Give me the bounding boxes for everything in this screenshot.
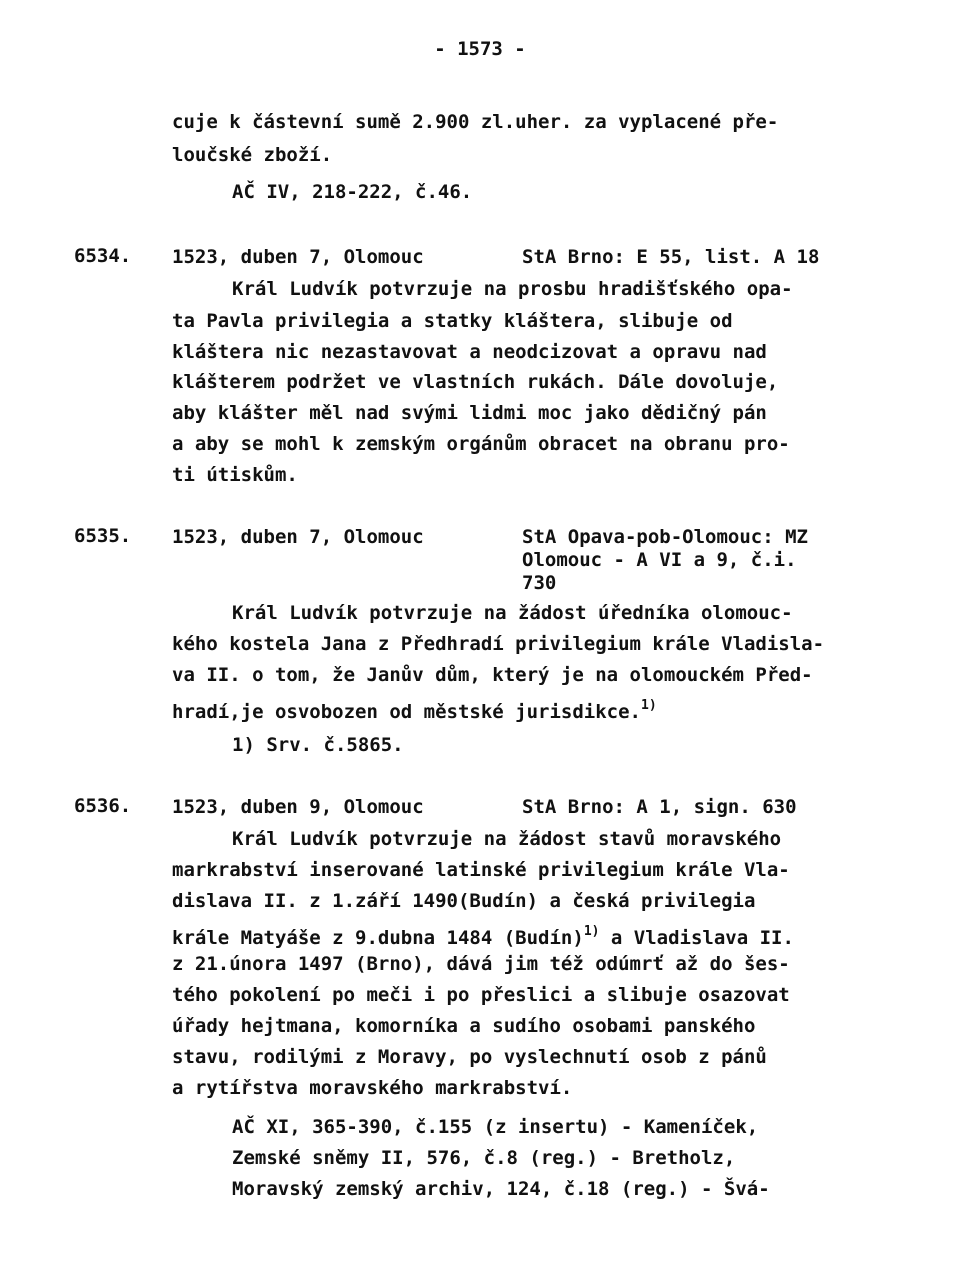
entry-6534-line-6: a aby se mohl k zemským orgánům obracet na obranu pro- (172, 433, 790, 455)
entry-6536-reference-2: Zemské sněmy II, 576, č.8 (reg.) - Bretholz, (232, 1147, 736, 1169)
entry-6535-line-4 (172, 694, 657, 724)
page-number: - 1573 - (434, 38, 526, 60)
entry-6536-line-5: z 21.února 1497 (Brno), dává jim též odúmrť až do šes- (172, 953, 790, 975)
entry-6536-source: StA Brno: A 1, sign. 630 (522, 796, 797, 818)
entry-6536-line-6: tého pokolení po meči i po přeslici a slibuje osazovat (172, 984, 790, 1006)
entry-6534-line-5: aby klášter měl nad svými lidmi moc jako dědičný pán (172, 402, 767, 424)
entry-6536-line-9: a rytířstva moravského markrabství. (172, 1077, 573, 1099)
entry-6535-source-line-1: StA Opava-pob-Olomouc: MZ (522, 526, 808, 548)
entry-6536-reference-1: AČ XI, 365-390, č.155 (z insertu) - Kameníček, (232, 1116, 759, 1138)
entry-6534-line-1: Král Ludvík potvrzuje na prosbu hradišťského opa- (232, 278, 793, 300)
entry-6535-footnote: 1) Srv. č.5865. (232, 734, 404, 756)
continuation-line-1: cuje k částevní sumě 2.900 zl.uher. za vyplacené pře- (172, 111, 779, 133)
entry-6536-line-2: markrabství inserované latinské privilegium krále Vla- (172, 859, 790, 881)
footnote-mark: 1) (583, 924, 600, 939)
entry-6534-date: 1523, duben 7, Olomouc (172, 246, 424, 268)
entry-6535-line-4-text: hradí,je osvobozen od městské jurisdikce. (172, 701, 641, 723)
entry-6534-line-4: klášterem podržet ve vlastních rukách. Dále dovoluje, (172, 371, 779, 393)
entry-6536-line-4-text-a: krále Matyáše z 9.dubna 1484 (Budín) (172, 927, 584, 949)
entry-6535-line-3: va II. o tom, že Janův dům, který je na olomouckém Před- (172, 664, 813, 686)
entry-6535-line-2: kého kostela Jana z Předhradí privilegium krále Vladisla- (172, 633, 825, 655)
continuation-reference: AČ IV, 218-222, č.46. (232, 181, 473, 203)
continuation-line-2: loučské zboží. (172, 144, 333, 166)
entry-6534-source: StA Brno: E 55, list. A 18 (522, 246, 820, 268)
entry-6534-line-7: ti útiskům. (172, 464, 298, 486)
entry-6535-source-line-2: Olomouc - A VI a 9, č.i. (522, 549, 797, 571)
footnote-mark: 1) (641, 698, 657, 713)
entry-6535-line-1: Král Ludvík potvrzuje na žádost úředníka olomouc- (232, 602, 793, 624)
entry-6534-line-2: ta Pavla privilegia a statky kláštera, slibuje od (172, 310, 733, 332)
entry-6534-line-3: kláštera nic nezastavovat a neodcizovat a opravu nad (172, 341, 767, 363)
entry-6536-line-1: Král Ludvík potvrzuje na žádost stavů moravského (232, 828, 782, 850)
entry-6536-line-7: úřady hejtmana, komorníka a sudího osobami panského (172, 1015, 756, 1037)
entry-6536-line-3: dislava II. z 1.září 1490(Budín) a česká privilegia (172, 890, 756, 912)
entry-6536-line-8: stavu, rodilými z Moravy, po vyslechnutí osob z pánů (172, 1046, 767, 1068)
entry-number-6534: 6534. (74, 245, 132, 267)
entry-number-6535: 6535. (74, 525, 132, 547)
entry-number-6536: 6536. (74, 795, 132, 817)
entry-6536-line-4-text-b: a Vladislava II. (599, 927, 794, 949)
entry-6536-reference-3: Moravský zemský archiv, 124, č.18 (reg.) - Švá- (232, 1178, 770, 1200)
entry-6536-line-4 (172, 920, 794, 950)
entry-6536-date: 1523, duben 9, Olomouc (172, 796, 424, 818)
entry-6535-date: 1523, duben 7, Olomouc (172, 526, 424, 548)
entry-6535-source-line-3: 730 (522, 572, 557, 594)
